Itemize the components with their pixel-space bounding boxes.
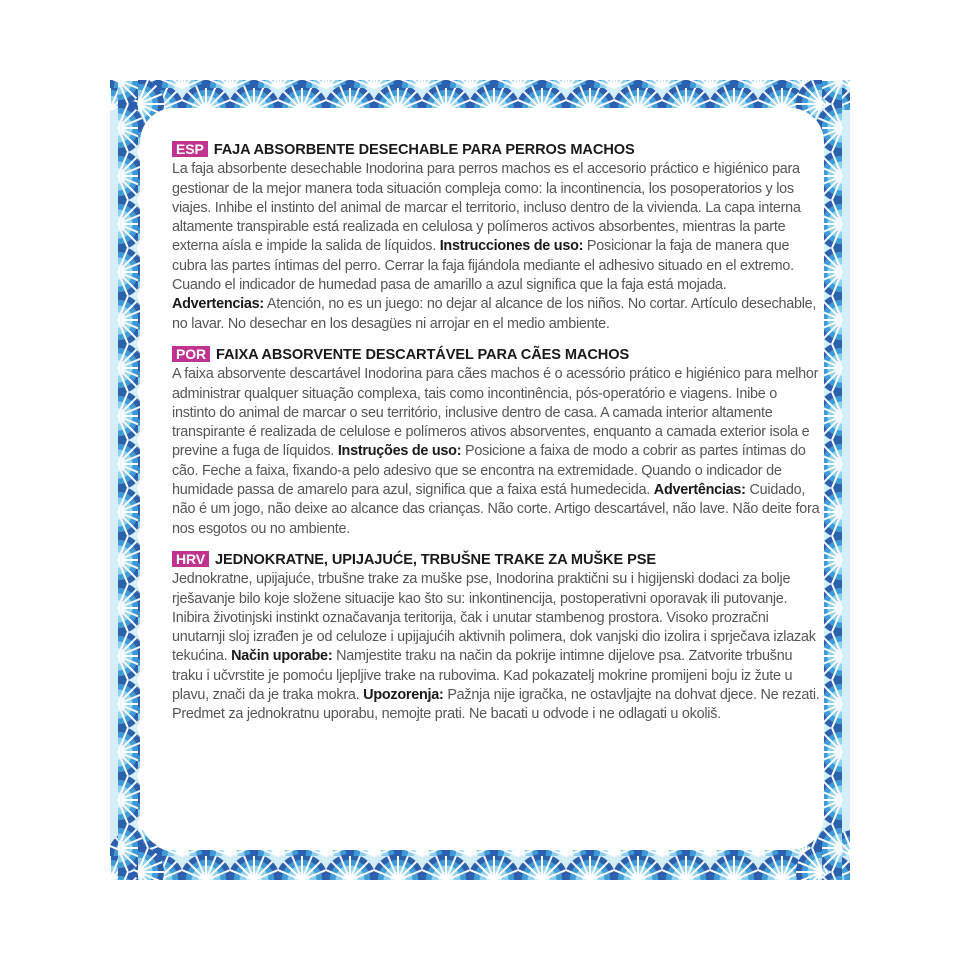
instructions-label: Instruções de uso: bbox=[337, 443, 462, 460]
section-title: FAIXA ABSORVENTE DESCARTÁVEL PARA CÃES MACHOS bbox=[216, 346, 630, 363]
warnings-text: Pažnja nije igračka, ne ostavljajte na dohvat djece. Ne rezati. Predmet za jednokratnu uporabu, nemojte prati. Ne bacati u odvode i ne odlagati u okoliš. bbox=[172, 687, 820, 723]
section-heading bbox=[172, 346, 822, 365]
warnings-label: Advertências: bbox=[653, 482, 746, 499]
instructions-text: Namjestite traku na način da pokrije intimne dijelove psa. Zatvorite trbušnu traku i učvrstite je pomoću ljepljive trake na rubovima. Kad pokazatelj mokrine promijeni boju iz žute u plavu, znači da je traka mokra. bbox=[172, 648, 793, 704]
section-hrv bbox=[172, 551, 822, 725]
section-heading bbox=[172, 551, 822, 570]
section-body bbox=[172, 365, 822, 539]
intro-text: Jednokratne, upijajuće, trbušne trake za muške pse, Inodorina praktični su i higijenski dodaci za bolje rješavanje bilo koje složene situacije kao što su: inkontinencija, postoperativni oporavak ili putovanje. Inibira životinjski instinkt označavanja teritorija, čak i unutar stambenog prostora. Visoko prozračni unutarnji sloj izrađen je od celuloze i upijajućih aktivnih polimera, dok vanjski dio izolira i sprječava izlazak tekućina. bbox=[172, 571, 816, 665]
language-tag: POR bbox=[172, 346, 210, 362]
warnings-label: Advertencias: bbox=[172, 296, 264, 313]
section-title: JEDNOKRATNE, UPIJAJUĆE, TRBUŠNE TRAKE ZA MUŠKE PSE bbox=[215, 551, 656, 568]
section-body bbox=[172, 570, 822, 724]
section-por bbox=[172, 346, 822, 539]
language-tag: ESP bbox=[172, 141, 208, 157]
warnings-text: Cuidado, não é um jogo, não deixe ao alcance das crianças. Não corte. Artigo descartável, não lave. Não deite fora nos esgotos ou no ambiente. bbox=[172, 482, 820, 537]
instructions-text: Posicionar la faja de manera que cubra las partes íntimas del perro. Cerrar la faja fijándola mediante el adhesivo situado en el extremo. Cuando el indicador de humedad pasa de amarillo a azul significa que la faja está mojada. bbox=[172, 238, 794, 294]
section-title: FAJA ABSORBENTE DESECHABLE PARA PERROS MACHOS bbox=[213, 142, 635, 158]
intro-text: A faixa absorvente descartável Inodorina para cães machos é o acessório prático e higiénico para melhor administrar qualquer situação complexa, tais como incontinência, pós-operatório e viagens. Inibe o instinto do animal de marcar o seu território, inclusive dentro de casa. A camada interior altamente transpirante é realizada de celulose e polímeros ativos absorventes, enquanto a camada exterior isola e previne a fuga de líquidos. bbox=[172, 366, 819, 460]
warnings-text: Atención, no es un juego: no dejar al alcance de los niños. No cortar. Artículo desechable, no lavar. No desechar en los desagües ni arrojar en el medio ambiente. bbox=[172, 296, 817, 332]
language-tag: HRV bbox=[172, 551, 209, 567]
warnings-label: Upozorenja: bbox=[363, 687, 444, 704]
intro-text: La faja absorbente desechable Inodorina para perros machos es el accesorio práctico e higiénico para gestionar de la mejor manera toda situación compleja como: la incontinencia, los posoperatorios y los viajes. Inhibe el instinto del animal de marcar el territorio, incluso dentro de la vivienda. La capa interna altamente transpirable está realizada en celulosa y polímeros activos absorbentes, mientras la parte externa aísla e impide la salida de líquidos. bbox=[172, 161, 801, 255]
section-heading bbox=[172, 141, 822, 160]
instructions-label: Način uporabe: bbox=[231, 648, 333, 665]
section-body bbox=[172, 160, 822, 334]
instructions-text: Posicione a faixa de modo a cobrir as partes íntimas do cão. Feche a faixa, fixando-a pelo adesivo que se encontra na extremidade. Quando o indicador de humidade passa de amarelo para azul, significa que a faixa está humedecida. bbox=[172, 443, 806, 499]
label-text bbox=[172, 141, 822, 737]
section-esp bbox=[172, 141, 822, 334]
product-label bbox=[110, 80, 850, 880]
instructions-label: Instrucciones de uso: bbox=[439, 238, 584, 255]
